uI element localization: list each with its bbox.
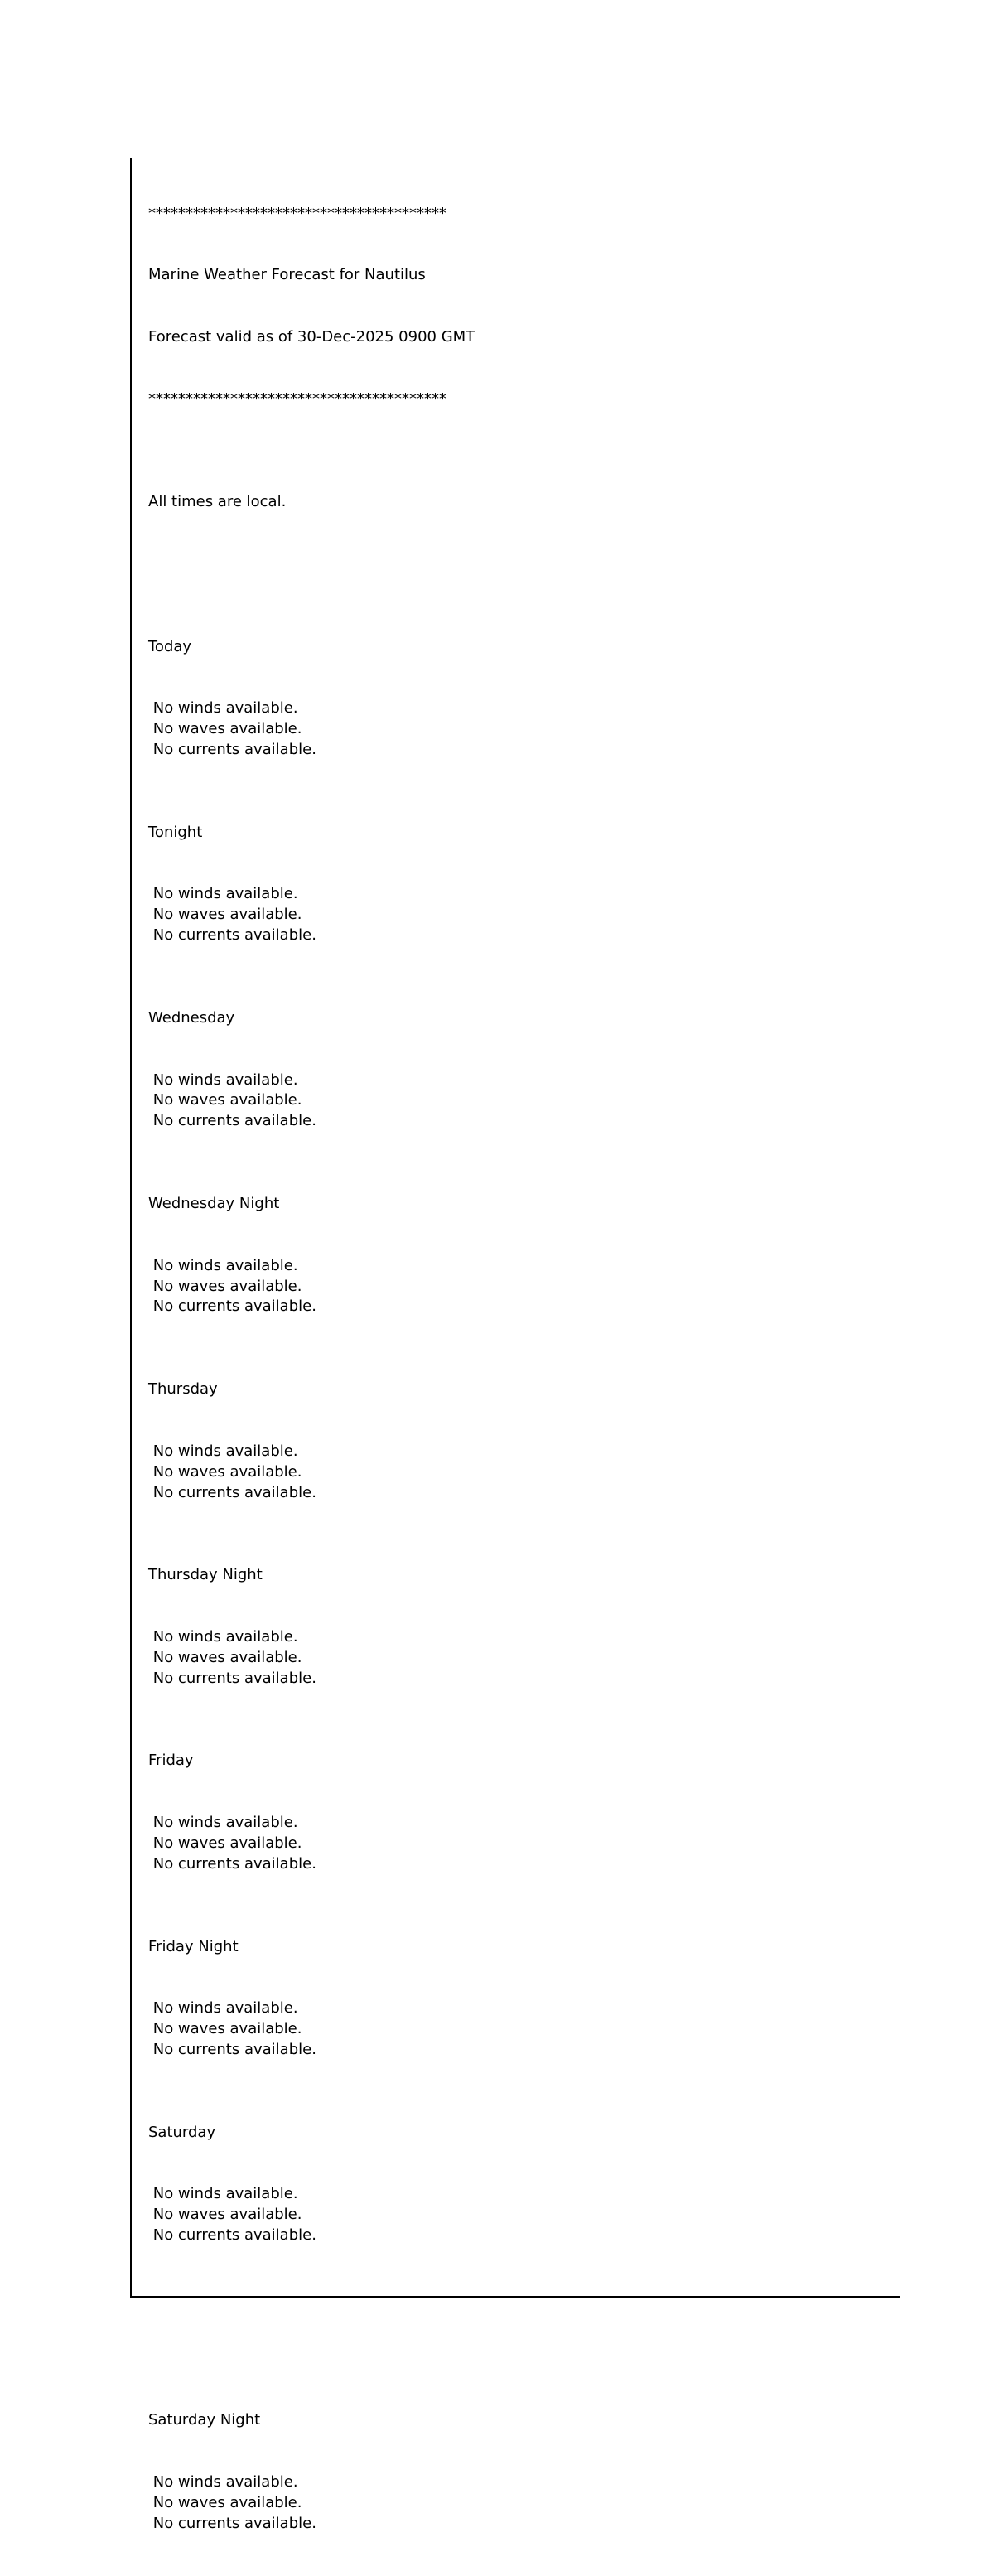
forecast-line: No waves available. (148, 2494, 302, 2512)
forecast-section (148, 2081, 892, 2246)
section-day: Saturday (148, 2123, 216, 2141)
forecast-line: No waves available. (148, 1648, 302, 1666)
forecast-line: No currents available. (148, 2041, 316, 2059)
forecast-line: No currents available. (148, 1669, 316, 1687)
forecast-line: No winds available. (148, 1256, 298, 1274)
header-divider-bottom: **************************************** (148, 389, 446, 408)
forecast-line: No currents available. (148, 2514, 316, 2532)
section-day: Friday Night (148, 1937, 239, 1955)
section-day: Saturday Night (148, 2411, 261, 2429)
section-day: Wednesday Night (148, 1194, 280, 1212)
forecast-section (148, 1153, 892, 1317)
forecast-line: No winds available. (148, 1814, 298, 1832)
sections-after-box (148, 2370, 994, 2535)
forecast-line: No currents available. (148, 741, 316, 759)
forecast-section (148, 1338, 892, 1503)
forecast-section (148, 596, 892, 761)
forecast-line: No winds available. (148, 1999, 298, 2018)
section-day: Thursday (148, 1380, 218, 1399)
times-note: All times are local. (148, 493, 287, 511)
forecast-section (148, 781, 892, 946)
forecast-line: No currents available. (148, 2226, 316, 2245)
forecast-line: No currents available. (148, 1298, 316, 1316)
forecast-line: No winds available. (148, 699, 298, 718)
forecast-line: No waves available. (148, 1462, 302, 1481)
section-day: Friday (148, 1752, 194, 1770)
section-day: Wednesday (148, 1008, 235, 1027)
forecast-line: No winds available. (148, 1442, 298, 1460)
forecast-line: No winds available. (148, 1627, 298, 1646)
forecast-line: No waves available. (148, 906, 302, 924)
forecast-line: No currents available. (148, 926, 316, 945)
section-day: Thursday Night (148, 1566, 263, 1584)
section-day: Today (148, 637, 192, 655)
forecast-line: No waves available. (148, 720, 302, 738)
forecast-section (148, 1710, 892, 1875)
section-day: Tonight (148, 823, 203, 841)
forecast-line: No winds available. (148, 1071, 298, 1089)
forecast-line: No waves available. (148, 2206, 302, 2224)
forecast-valid-line: Forecast valid as of 30-Dec-2025 0900 GMT (148, 327, 475, 346)
forecast-line: No winds available. (148, 2473, 298, 2491)
forecast-section (148, 1896, 892, 2061)
forecast-box (130, 158, 900, 2298)
forecast-line: No winds available. (148, 2185, 298, 2203)
forecast-line: No currents available. (148, 1854, 316, 1873)
forecast-line: No currents available. (148, 1483, 316, 1501)
header-divider-top: **************************************** (148, 204, 446, 222)
forecast-section (148, 967, 892, 1132)
forecast-line: No waves available. (148, 1277, 302, 1295)
forecast-section (148, 2370, 994, 2535)
sections-in-box (148, 596, 892, 2246)
forecast-line: No currents available. (148, 1112, 316, 1130)
forecast-line: No waves available. (148, 1834, 302, 1852)
forecast-section (148, 1524, 892, 1689)
forecast-title: Marine Weather Forecast for Nautilus (148, 266, 426, 284)
forecast-line: No waves available. (148, 2020, 302, 2038)
forecast-line: No waves available. (148, 1091, 302, 1109)
forecast-line: No winds available. (148, 885, 298, 903)
